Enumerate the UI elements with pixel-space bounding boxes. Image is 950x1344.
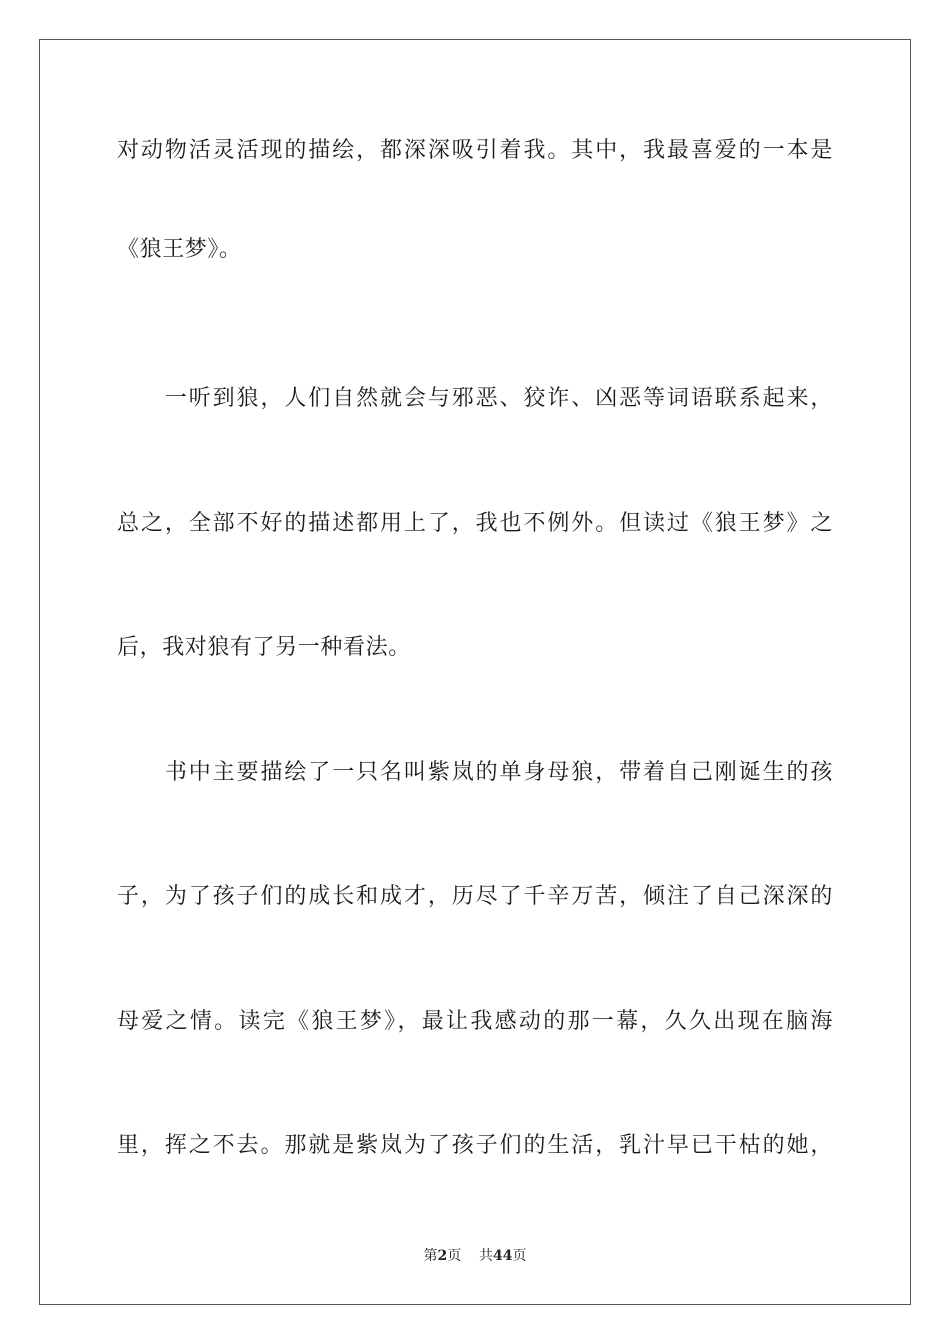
text-line-7: 子，为了孩子们的成长和成才，历尽了千辛万苦，倾注了自己深深的 (117, 884, 833, 909)
text-line-4: 总之，全部不好的描述都用上了，我也不例外。但读过《狼王梦》之 (117, 511, 833, 536)
page-border (39, 39, 911, 1305)
total-pages: 44 (493, 1248, 513, 1264)
page-footer (0, 1247, 950, 1265)
text-line-6: 书中主要描绘了一只名叫紫岚的单身母狼，带着自己刚诞生的孩 (117, 760, 833, 785)
page-number: 2 (437, 1248, 448, 1264)
text-line-1: 对动物活灵活现的描绘，都深深吸引着我。其中，我最喜爱的一本是 (117, 138, 833, 163)
page-suffix: 页 (447, 1248, 462, 1264)
total-suffix: 页 (512, 1248, 527, 1264)
total-prefix: 共 (479, 1248, 494, 1264)
text-line-8: 母爱之情。读完《狼王梦》，最让我感动的那一幕，久久出现在脑海 (117, 1009, 833, 1034)
text-line-3: 一听到狼，人们自然就会与邪恶、狡诈、凶恶等词语联系起来， (117, 386, 833, 411)
page-prefix: 第 (423, 1248, 438, 1264)
text-line-5: 后，我对狼有了另一种看法。 (117, 635, 411, 660)
text-line-2: 《狼王梦》。 (117, 237, 242, 262)
text-line-9: 里，挥之不去。那就是紫岚为了孩子们的生活，乳汁早已干枯的她， (117, 1133, 833, 1158)
